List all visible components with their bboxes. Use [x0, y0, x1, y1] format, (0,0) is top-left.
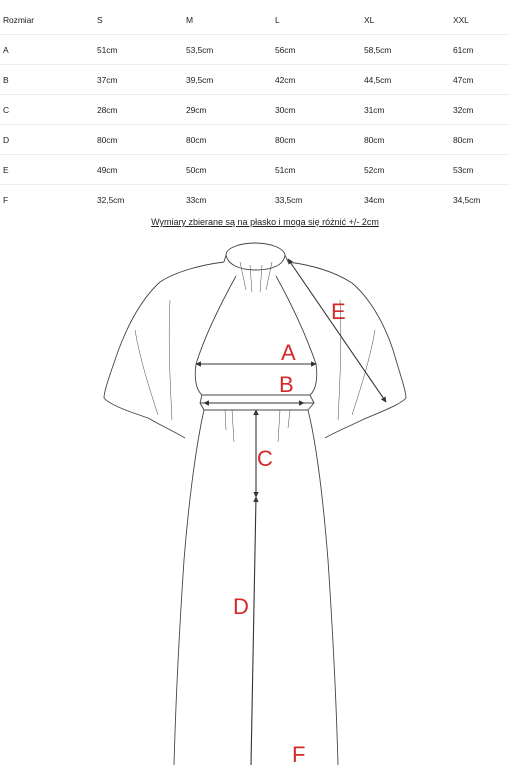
table-row — [0, 185, 510, 215]
row-label: B — [0, 65, 94, 95]
table-cell: 33cm — [186, 194, 207, 205]
label-f: F — [292, 742, 306, 765]
table-cell: 30cm — [272, 95, 361, 125]
table-cell: 61cm — [450, 35, 510, 65]
dress-diagram — [0, 232, 510, 765]
table-cell: 51cm — [94, 35, 183, 65]
row-label: D — [0, 125, 94, 155]
table-cell: 29cm — [183, 95, 272, 125]
row-label: F — [3, 194, 9, 205]
table-cell: 80cm — [272, 125, 361, 155]
label-a: A — [281, 340, 296, 365]
header-cell-s: S — [94, 6, 183, 35]
table-cell: 37cm — [94, 65, 183, 95]
row-label: A — [0, 35, 94, 65]
table-cell: 42cm — [272, 65, 361, 95]
table-cell: 80cm — [183, 125, 272, 155]
table-row — [0, 125, 510, 155]
size-table — [0, 6, 510, 214]
table-cell: 49cm — [94, 155, 183, 185]
table-cell: 58,5cm — [361, 35, 450, 65]
header-cell-size: Rozmiar — [0, 6, 94, 35]
label-c: C — [257, 446, 273, 471]
table-cell: 52cm — [361, 155, 450, 185]
table-cell: 80cm — [450, 125, 510, 155]
table-cell: 33,5cm — [275, 194, 303, 205]
table-cell: 80cm — [94, 125, 183, 155]
table-row — [0, 95, 510, 125]
header-cell-l: L — [272, 6, 361, 35]
table-cell: 34cm — [364, 194, 385, 205]
table-row — [0, 65, 510, 95]
table-header-row — [0, 6, 510, 35]
table-cell: 32,5cm — [97, 194, 125, 205]
table-cell: 53,5cm — [183, 35, 272, 65]
table-cell: 31cm — [361, 95, 450, 125]
row-label: E — [0, 155, 94, 185]
table-row — [0, 155, 510, 185]
header-cell-m: M — [183, 6, 272, 35]
header-cell-xl: XL — [361, 6, 450, 35]
table-cell: 39,5cm — [183, 65, 272, 95]
table-cell: 80cm — [361, 125, 450, 155]
dress-outline — [104, 243, 406, 765]
row-label: C — [0, 95, 94, 125]
table-cell: 51cm — [272, 155, 361, 185]
label-d: D — [233, 594, 249, 619]
table-cell: 32cm — [450, 95, 510, 125]
measurement-note: Wymiary zbierane są na płasko i moga się różnić +/- 2cm — [151, 217, 379, 227]
table-cell: 53cm — [450, 155, 510, 185]
measurement-lines — [196, 259, 386, 765]
label-e: E — [331, 299, 346, 324]
label-b: B — [279, 372, 294, 397]
table-cell: 34,5cm — [453, 194, 481, 205]
table-cell: 56cm — [272, 35, 361, 65]
header-cell-xxl: XXL — [450, 6, 510, 35]
table-cell: 47cm — [450, 65, 510, 95]
table-cell: 50cm — [183, 155, 272, 185]
table-cell: 28cm — [94, 95, 183, 125]
table-cell: 44,5cm — [361, 65, 450, 95]
table-row — [0, 35, 510, 65]
measure-line-d — [251, 497, 256, 765]
